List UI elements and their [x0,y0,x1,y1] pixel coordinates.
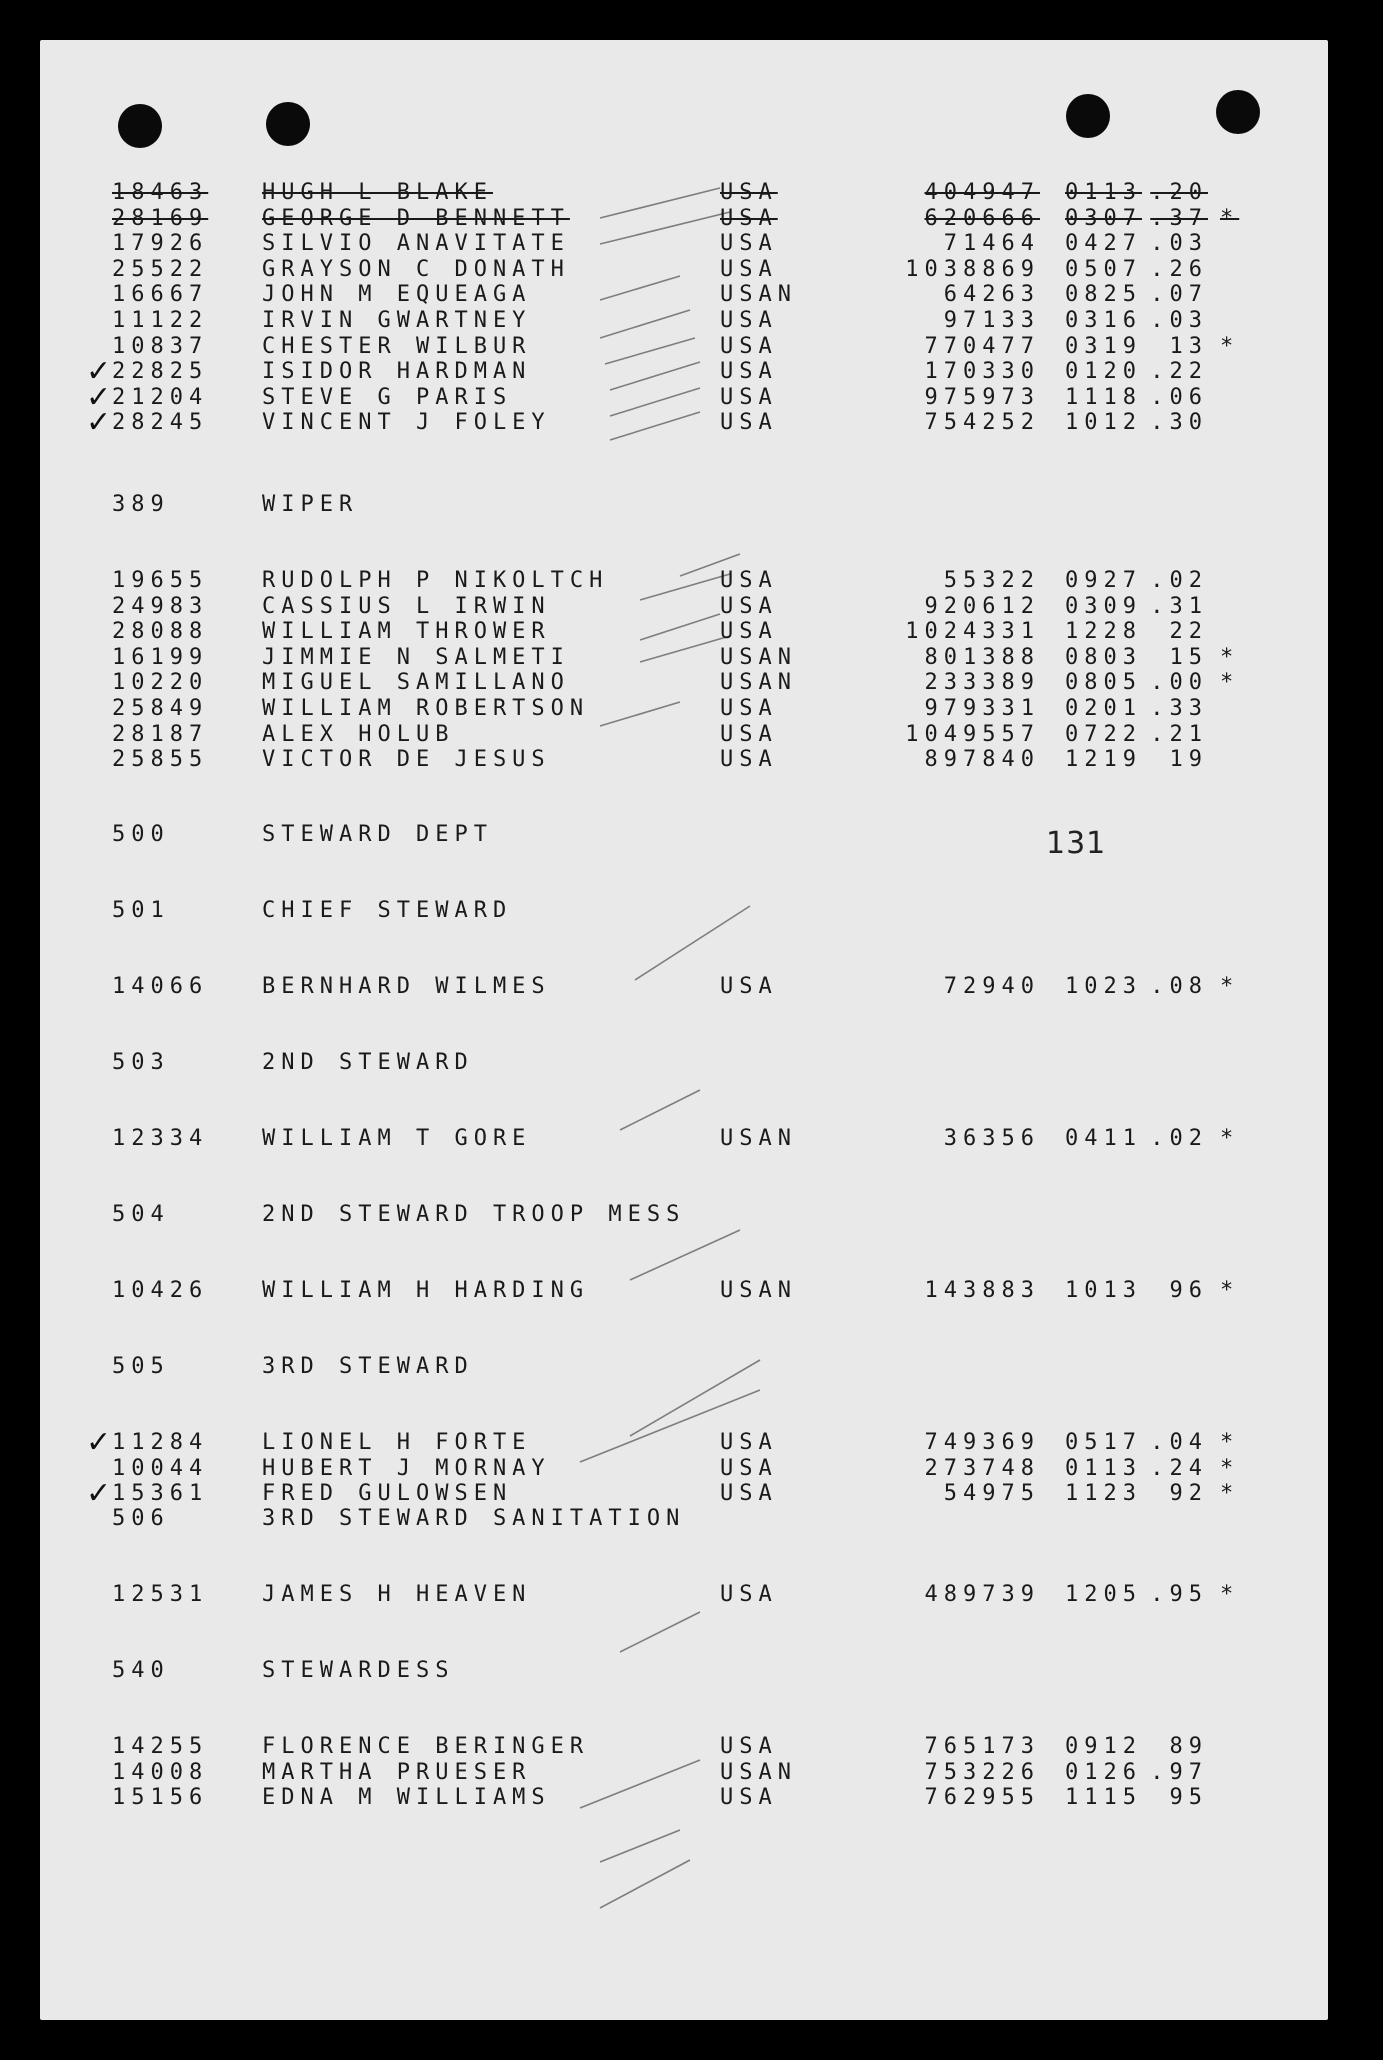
nationality: USA [720,1456,778,1481]
section-title: WIPER [262,492,359,517]
crew-number: 28245 [112,410,209,435]
rate-value: .37 [1150,206,1208,231]
section-code: 506 [112,1506,170,1531]
certificate-number: 71464 [943,231,1040,256]
asterisk-mark: * [1220,206,1240,231]
crew-name: CHESTER WILBUR [262,334,532,359]
certificate-number: 754252 [924,410,1040,435]
asterisk-mark: * [1220,1481,1240,1506]
crew-name: JOHN M EQUEAGA [262,282,532,307]
check-mark-icon: ✓ [86,1425,118,1460]
section-code: 501 [112,898,170,923]
nationality: USA [720,1481,778,1506]
date-code: 0309 [1065,594,1142,619]
rate-value: 22 [1169,619,1208,644]
date-code: 0113 [1065,1456,1142,1481]
crew-name: EDNA M WILLIAMS [262,1785,551,1810]
crew-number: 11284 [112,1430,209,1455]
crew-name: IRVIN GWARTNEY [262,308,532,333]
nationality: USA [720,568,778,593]
date-code: 0825 [1065,282,1142,307]
punch-hole [1066,94,1110,138]
certificate-number: 801388 [924,645,1040,670]
crew-name: WILLIAM H HARDING [262,1278,590,1303]
rate-value: .00 [1150,670,1208,695]
crew-number: 11122 [112,308,209,333]
rate-value: 15 [1169,645,1208,670]
nationality: USA [720,334,778,359]
rate-value: 89 [1169,1734,1208,1759]
nationality: USAN [720,282,797,307]
crew-number: 10837 [112,334,209,359]
certificate-number: 1024331 [905,619,1040,644]
section-title: 2ND STEWARD [262,1050,474,1075]
date-code: 0805 [1065,670,1142,695]
crew-name: WILLIAM THROWER [262,619,551,644]
date-code: 0517 [1065,1430,1142,1455]
date-code: 0113 [1065,180,1142,205]
nationality: USA [720,1785,778,1810]
certificate-number: 897840 [924,747,1040,772]
nationality: USA [720,696,778,721]
crew-name: HUBERT J MORNAY [262,1456,551,1481]
crew-name: JIMMIE N SALMETI [262,645,570,670]
nationality: USA [720,308,778,333]
crew-name: MARTHA PRUESER [262,1760,532,1785]
certificate-number: 64263 [943,282,1040,307]
check-mark-icon: ✓ [86,405,118,440]
nationality: USA [720,180,778,205]
crew-number: 25522 [112,257,209,282]
date-code: 0201 [1065,696,1142,721]
crew-number: 14255 [112,1734,209,1759]
rate-value: .21 [1150,722,1208,747]
certificate-number: 753226 [924,1760,1040,1785]
date-code: 0316 [1065,308,1142,333]
crew-name: RUDOLPH P NIKOLTCH [262,568,609,593]
date-code: 1123 [1065,1481,1142,1506]
certificate-number: 273748 [924,1456,1040,1481]
rate-value: .02 [1150,1126,1208,1151]
certificate-number: 170330 [924,359,1040,384]
nationality: USA [720,206,778,231]
asterisk-mark: * [1220,334,1240,359]
crew-name: WILLIAM T GORE [262,1126,532,1151]
crew-name: ISIDOR HARDMAN [262,359,532,384]
certificate-number: 233389 [924,670,1040,695]
document-page [40,40,1328,2020]
date-code: 1115 [1065,1785,1142,1810]
certificate-number: 404947 [924,180,1040,205]
date-code: 0427 [1065,231,1142,256]
certificate-number: 55322 [943,568,1040,593]
crew-name: BERNHARD WILMES [262,974,551,999]
asterisk-mark: * [1220,1456,1240,1481]
nationality: USAN [720,1126,797,1151]
crew-name: ALEX HOLUB [262,722,455,747]
certificate-number: 1038869 [905,257,1040,282]
certificate-number: 143883 [924,1278,1040,1303]
nationality: USA [720,619,778,644]
crew-number: 14066 [112,974,209,999]
rate-value: 96 [1169,1278,1208,1303]
asterisk-mark: * [1220,974,1240,999]
certificate-number: 489739 [924,1582,1040,1607]
crew-number: 10426 [112,1278,209,1303]
certificate-number: 920612 [924,594,1040,619]
crew-number: 25849 [112,696,209,721]
nationality: USA [720,594,778,619]
rate-value: 95 [1169,1785,1208,1810]
nationality: USAN [720,1760,797,1785]
asterisk-mark: * [1220,1430,1240,1455]
crew-number: 14008 [112,1760,209,1785]
crew-number: 28088 [112,619,209,644]
rate-value: .33 [1150,696,1208,721]
crew-name: FLORENCE BERINGER [262,1734,590,1759]
crew-name: STEVE G PARIS [262,385,513,410]
section-code: 504 [112,1202,170,1227]
crew-number: 28187 [112,722,209,747]
date-code: 0912 [1065,1734,1142,1759]
crew-number: 12531 [112,1582,209,1607]
crew-name: GRAYSON C DONATH [262,257,570,282]
crew-number: 16199 [112,645,209,670]
date-code: 0307 [1065,206,1142,231]
certificate-number: 72940 [943,974,1040,999]
date-code: 0507 [1065,257,1142,282]
asterisk-mark: * [1220,645,1240,670]
asterisk-mark: * [1220,1278,1240,1303]
certificate-number: 762955 [924,1785,1040,1810]
page-number: 131 [1046,826,1107,861]
nationality: USA [720,722,778,747]
section-code: 500 [112,822,170,847]
rate-value: .24 [1150,1456,1208,1481]
nationality: USA [720,385,778,410]
check-mark-icon: ✓ [86,380,118,415]
crew-name: SILVIO ANAVITATE [262,231,570,256]
nationality: USAN [720,670,797,695]
section-code: 505 [112,1354,170,1379]
nationality: USAN [720,645,797,670]
rate-value: .31 [1150,594,1208,619]
certificate-number: 54975 [943,1481,1040,1506]
rate-value: .22 [1150,359,1208,384]
crew-name: HUGH L BLAKE [262,180,493,205]
crew-name: WILLIAM ROBERTSON [262,696,590,721]
crew-name: VICTOR DE JESUS [262,747,551,772]
crew-number: 24983 [112,594,209,619]
crew-number: 19655 [112,568,209,593]
crew-name: GEORGE D BENNETT [262,206,570,231]
rate-value: .02 [1150,568,1208,593]
date-code: 0803 [1065,645,1142,670]
section-title: 2ND STEWARD TROOP MESS [262,1202,686,1227]
rate-value: 19 [1169,747,1208,772]
date-code: 0126 [1065,1760,1142,1785]
crew-number: 28169 [112,206,209,231]
rate-value: .07 [1150,282,1208,307]
asterisk-mark: * [1220,670,1240,695]
crew-number: 21204 [112,385,209,410]
nationality: USA [720,1430,778,1455]
nationality: USA [720,1582,778,1607]
crew-number: 25855 [112,747,209,772]
date-code: 0411 [1065,1126,1142,1151]
crew-name: JAMES H HEAVEN [262,1582,532,1607]
date-code: 1012 [1065,410,1142,435]
asterisk-mark: * [1220,1126,1240,1151]
rate-value: .08 [1150,974,1208,999]
crew-number: 15156 [112,1785,209,1810]
asterisk-mark: * [1220,1582,1240,1607]
crew-name: MIGUEL SAMILLANO [262,670,570,695]
crew-name: LIONEL H FORTE [262,1430,532,1455]
date-code: 0120 [1065,359,1142,384]
crew-number: 10220 [112,670,209,695]
date-code: 1013 [1065,1278,1142,1303]
nationality: USA [720,257,778,282]
rate-value: .30 [1150,410,1208,435]
section-title: STEWARD DEPT [262,822,493,847]
nationality: USA [720,974,778,999]
crew-number: 17926 [112,231,209,256]
certificate-number: 97133 [943,308,1040,333]
crew-name: FRED GULOWSEN [262,1481,513,1506]
nationality: USAN [720,1278,797,1303]
certificate-number: 1049557 [905,722,1040,747]
section-title: CHIEF STEWARD [262,898,513,923]
rate-value: .20 [1150,180,1208,205]
date-code: 1228 [1065,619,1142,644]
certificate-number: 975973 [924,385,1040,410]
date-code: 1205 [1065,1582,1142,1607]
nationality: USA [720,1734,778,1759]
crew-name: CASSIUS L IRWIN [262,594,551,619]
rate-value: .95 [1150,1582,1208,1607]
section-title: 3RD STEWARD SANITATION [262,1506,686,1531]
certificate-number: 620666 [924,206,1040,231]
certificate-number: 749369 [924,1430,1040,1455]
rate-value: .03 [1150,308,1208,333]
check-mark-icon: ✓ [86,354,118,389]
date-code: 0722 [1065,722,1142,747]
punch-hole [118,104,162,148]
date-code: 1118 [1065,385,1142,410]
date-code: 1219 [1065,747,1142,772]
section-code: 389 [112,492,170,517]
rate-value: .03 [1150,231,1208,256]
certificate-number: 765173 [924,1734,1040,1759]
certificate-number: 770477 [924,334,1040,359]
nationality: USA [720,231,778,256]
crew-number: 22825 [112,359,209,384]
crew-number: 16667 [112,282,209,307]
punch-hole [1216,90,1260,134]
date-code: 0319 [1065,334,1142,359]
section-title: 3RD STEWARD [262,1354,474,1379]
crew-number: 10044 [112,1456,209,1481]
check-mark-icon: ✓ [86,1476,118,1511]
nationality: USA [720,747,778,772]
crew-number: 18463 [112,180,209,205]
rate-value: .04 [1150,1430,1208,1455]
punch-hole [266,102,310,146]
rate-value: 92 [1169,1481,1208,1506]
date-code: 1023 [1065,974,1142,999]
rate-value: .97 [1150,1760,1208,1785]
section-code: 540 [112,1658,170,1683]
crew-number: 12334 [112,1126,209,1151]
rate-value: .06 [1150,385,1208,410]
certificate-number: 36356 [943,1126,1040,1151]
date-code: 0927 [1065,568,1142,593]
rate-value: 13 [1169,334,1208,359]
section-code: 503 [112,1050,170,1075]
nationality: USA [720,359,778,384]
crew-name: VINCENT J FOLEY [262,410,551,435]
nationality: USA [720,410,778,435]
certificate-number: 979331 [924,696,1040,721]
crew-number: 15361 [112,1481,209,1506]
section-title: STEWARDESS [262,1658,455,1683]
rate-value: .26 [1150,257,1208,282]
